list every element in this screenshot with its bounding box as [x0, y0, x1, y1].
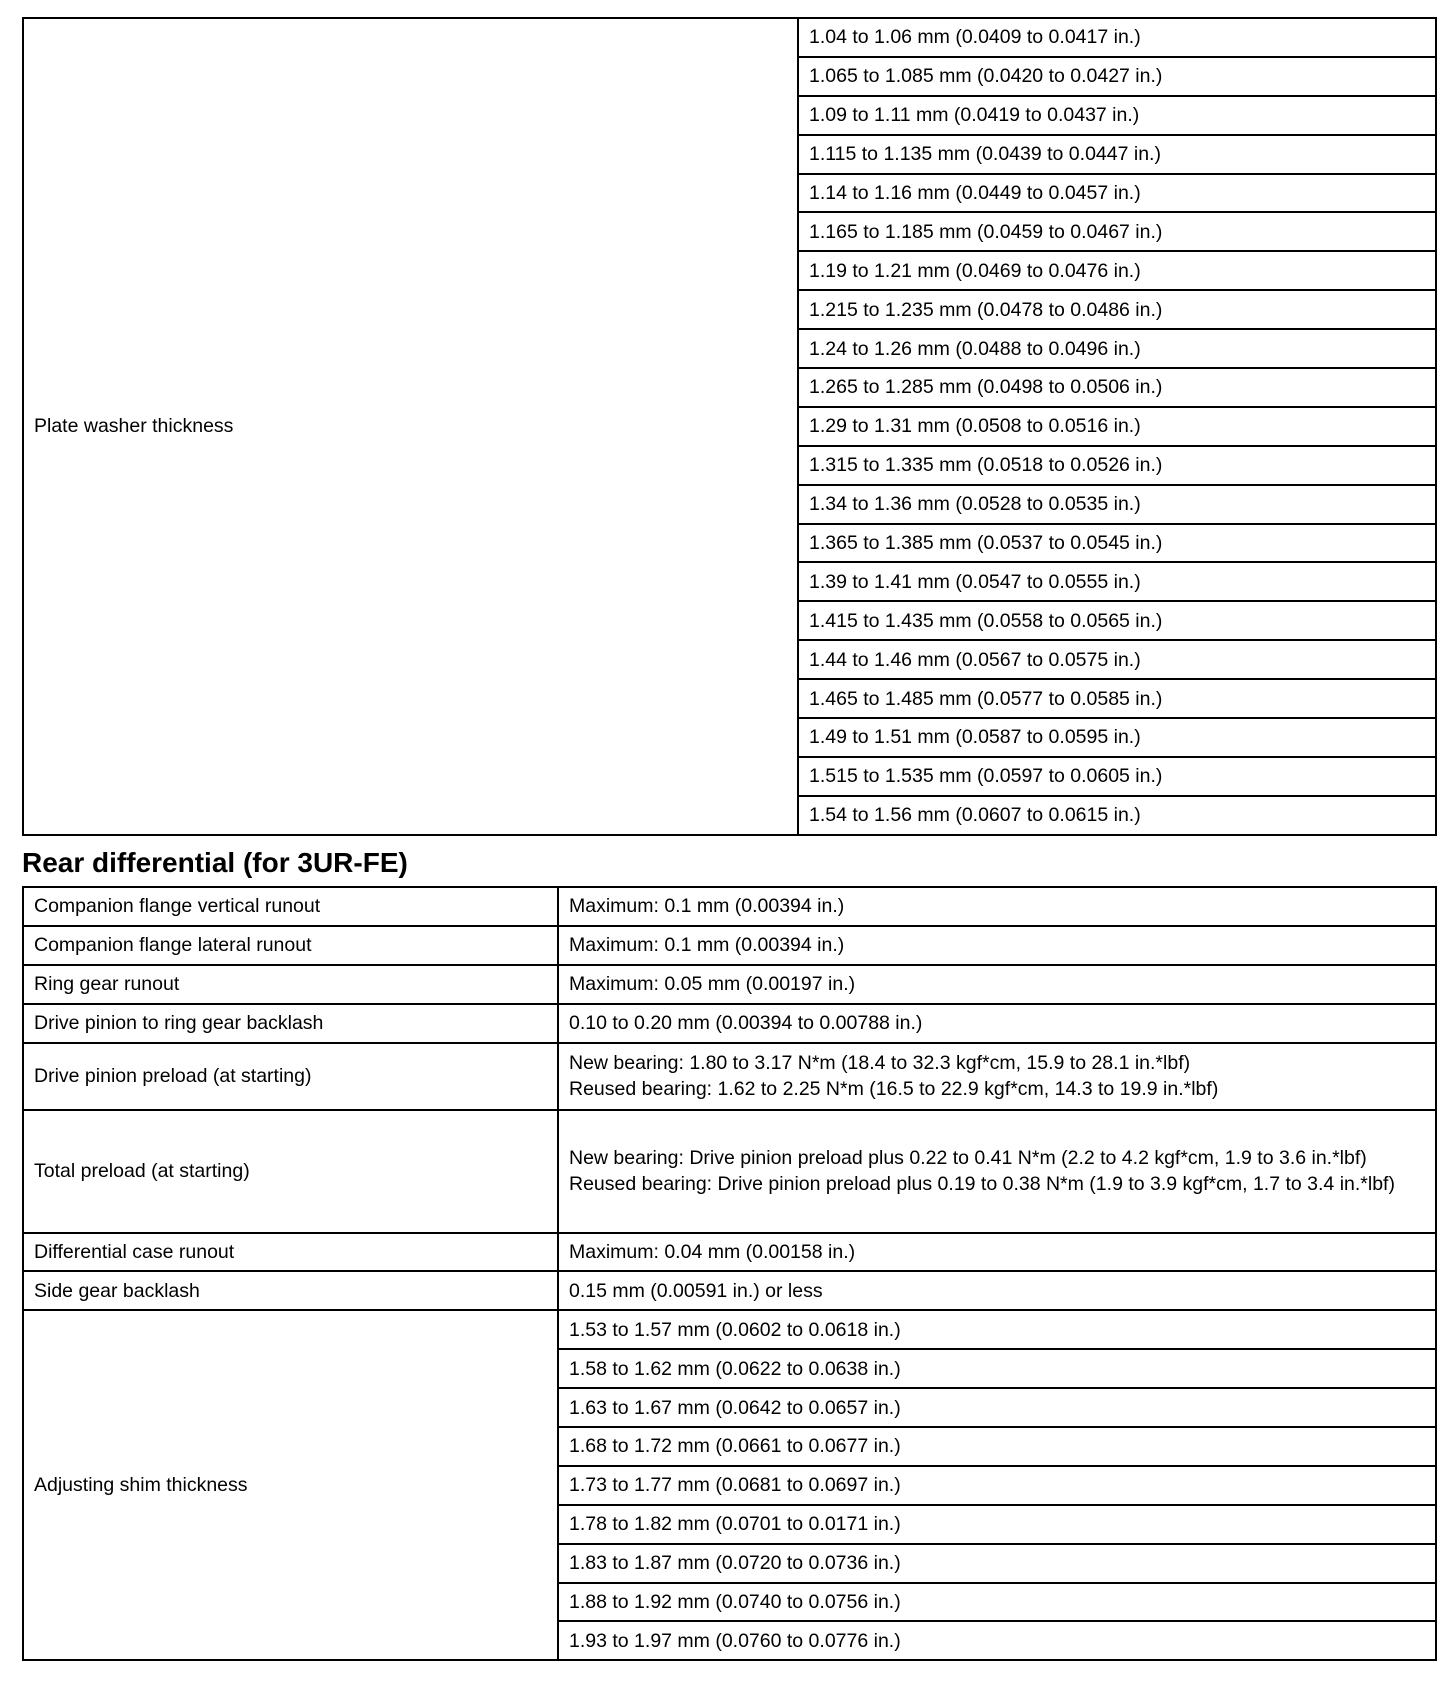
spec-value: Maximum: 0.1 mm (0.00394 in.) [558, 926, 1436, 965]
spec-value [558, 1110, 1436, 1233]
spec-label: Drive pinion to ring gear backlash [23, 1004, 558, 1043]
table-row [23, 1233, 1436, 1272]
plate-washer-value: 1.265 to 1.285 mm (0.0498 to 0.0506 in.) [798, 368, 1436, 407]
spec-value-line: Reused bearing: 1.62 to 2.25 N*m (16.5 to 22.9 kgf*cm, 14.3 to 19.9 in.*lbf) [569, 1078, 1219, 1101]
spec-value: Maximum: 0.05 mm (0.00197 in.) [558, 965, 1436, 1004]
plate-washer-value: 1.29 to 1.31 mm (0.0508 to 0.0516 in.) [798, 407, 1436, 446]
plate-washer-value: 1.165 to 1.185 mm (0.0459 to 0.0467 in.) [798, 212, 1436, 251]
table-row [23, 887, 1436, 926]
plate-washer-table [22, 17, 1437, 836]
adjusting-shim-value: 1.58 to 1.62 mm (0.0622 to 0.0638 in.) [558, 1349, 1436, 1388]
plate-washer-value: 1.515 to 1.535 mm (0.0597 to 0.0605 in.) [798, 757, 1436, 796]
spec-label: Side gear backlash [23, 1271, 558, 1310]
section-title: Rear differential (for 3UR-FE) [22, 847, 408, 878]
adjusting-shim-value: 1.83 to 1.87 mm (0.0720 to 0.0736 in.) [558, 1544, 1436, 1583]
rear-differential-table [22, 886, 1437, 1661]
adjusting-shim-value: 1.78 to 1.82 mm (0.0701 to 0.0171 in.) [558, 1505, 1436, 1544]
plate-washer-value: 1.14 to 1.16 mm (0.0449 to 0.0457 in.) [798, 174, 1436, 213]
plate-washer-value: 1.065 to 1.085 mm (0.0420 to 0.0427 in.) [798, 57, 1436, 96]
spec-value: Maximum: 0.04 mm (0.00158 in.) [558, 1233, 1436, 1272]
plate-washer-value: 1.04 to 1.06 mm (0.0409 to 0.0417 in.) [798, 18, 1436, 57]
table-row [23, 965, 1436, 1004]
adjusting-shim-value: 1.68 to 1.72 mm (0.0661 to 0.0677 in.) [558, 1427, 1436, 1466]
adjusting-shim-value: 1.63 to 1.67 mm (0.0642 to 0.0657 in.) [558, 1388, 1436, 1427]
plate-washer-value: 1.54 to 1.56 mm (0.0607 to 0.0615 in.) [798, 796, 1436, 835]
plate-washer-value: 1.24 to 1.26 mm (0.0488 to 0.0496 in.) [798, 329, 1436, 368]
spec-value: Maximum: 0.1 mm (0.00394 in.) [558, 887, 1436, 926]
plate-washer-value: 1.39 to 1.41 mm (0.0547 to 0.0555 in.) [798, 562, 1436, 601]
plate-washer-value: 1.365 to 1.385 mm (0.0537 to 0.0545 in.) [798, 524, 1436, 563]
spec-value: 0.15 mm (0.00591 in.) or less [558, 1271, 1436, 1310]
plate-washer-value: 1.315 to 1.335 mm (0.0518 to 0.0526 in.) [798, 446, 1436, 485]
adjusting-shim-value: 1.88 to 1.92 mm (0.0740 to 0.0756 in.) [558, 1583, 1436, 1622]
table-row [23, 1110, 1436, 1233]
spec-label: Companion flange vertical runout [23, 887, 558, 926]
adjusting-shim-value: 1.93 to 1.97 mm (0.0760 to 0.0776 in.) [558, 1621, 1436, 1660]
table-row [23, 1271, 1436, 1310]
table-row [23, 926, 1436, 965]
table-row [23, 1004, 1436, 1043]
spec-value-line: New bearing: 1.80 to 3.17 N*m (18.4 to 32.3 kgf*cm, 15.9 to 28.1 in.*lbf) [569, 1052, 1191, 1075]
plate-washer-value: 1.465 to 1.485 mm (0.0577 to 0.0585 in.) [798, 679, 1436, 718]
spec-value [558, 1043, 1436, 1110]
spec-value-line: Reused bearing: Drive pinion preload plus 0.19 to 0.38 N*m (1.9 to 3.9 kgf*cm, 1.7 to 3.4 in.*lbf) [569, 1173, 1395, 1196]
spec-label: Total preload (at starting) [23, 1110, 558, 1233]
plate-washer-value: 1.49 to 1.51 mm (0.0587 to 0.0595 in.) [798, 718, 1436, 757]
table-row [23, 18, 1436, 57]
spec-label: Differential case runout [23, 1233, 558, 1272]
table-row [23, 1043, 1436, 1110]
spec-label: Ring gear runout [23, 965, 558, 1004]
plate-washer-value: 1.44 to 1.46 mm (0.0567 to 0.0575 in.) [798, 640, 1436, 679]
plate-washer-value: 1.215 to 1.235 mm (0.0478 to 0.0486 in.) [798, 290, 1436, 329]
spec-label: Drive pinion preload (at starting) [23, 1043, 558, 1110]
spec-value: 0.10 to 0.20 mm (0.00394 to 0.00788 in.) [558, 1004, 1436, 1043]
adjusting-shim-label: Adjusting shim thickness [23, 1310, 558, 1660]
spec-value-line: New bearing: Drive pinion preload plus 0.22 to 0.41 N*m (2.2 to 4.2 kgf*cm, 1.9 to 3.6 in.*lbf) [569, 1147, 1367, 1170]
plate-washer-label: Plate washer thickness [23, 18, 798, 835]
plate-washer-value: 1.115 to 1.135 mm (0.0439 to 0.0447 in.) [798, 135, 1436, 174]
spec-label: Companion flange lateral runout [23, 926, 558, 965]
plate-washer-value: 1.19 to 1.21 mm (0.0469 to 0.0476 in.) [798, 251, 1436, 290]
plate-washer-value: 1.09 to 1.11 mm (0.0419 to 0.0437 in.) [798, 96, 1436, 135]
table-row [23, 1310, 1436, 1349]
plate-washer-value: 1.415 to 1.435 mm (0.0558 to 0.0565 in.) [798, 601, 1436, 640]
adjusting-shim-value: 1.73 to 1.77 mm (0.0681 to 0.0697 in.) [558, 1466, 1436, 1505]
adjusting-shim-value: 1.53 to 1.57 mm (0.0602 to 0.0618 in.) [558, 1310, 1436, 1349]
plate-washer-value: 1.34 to 1.36 mm (0.0528 to 0.0535 in.) [798, 485, 1436, 524]
